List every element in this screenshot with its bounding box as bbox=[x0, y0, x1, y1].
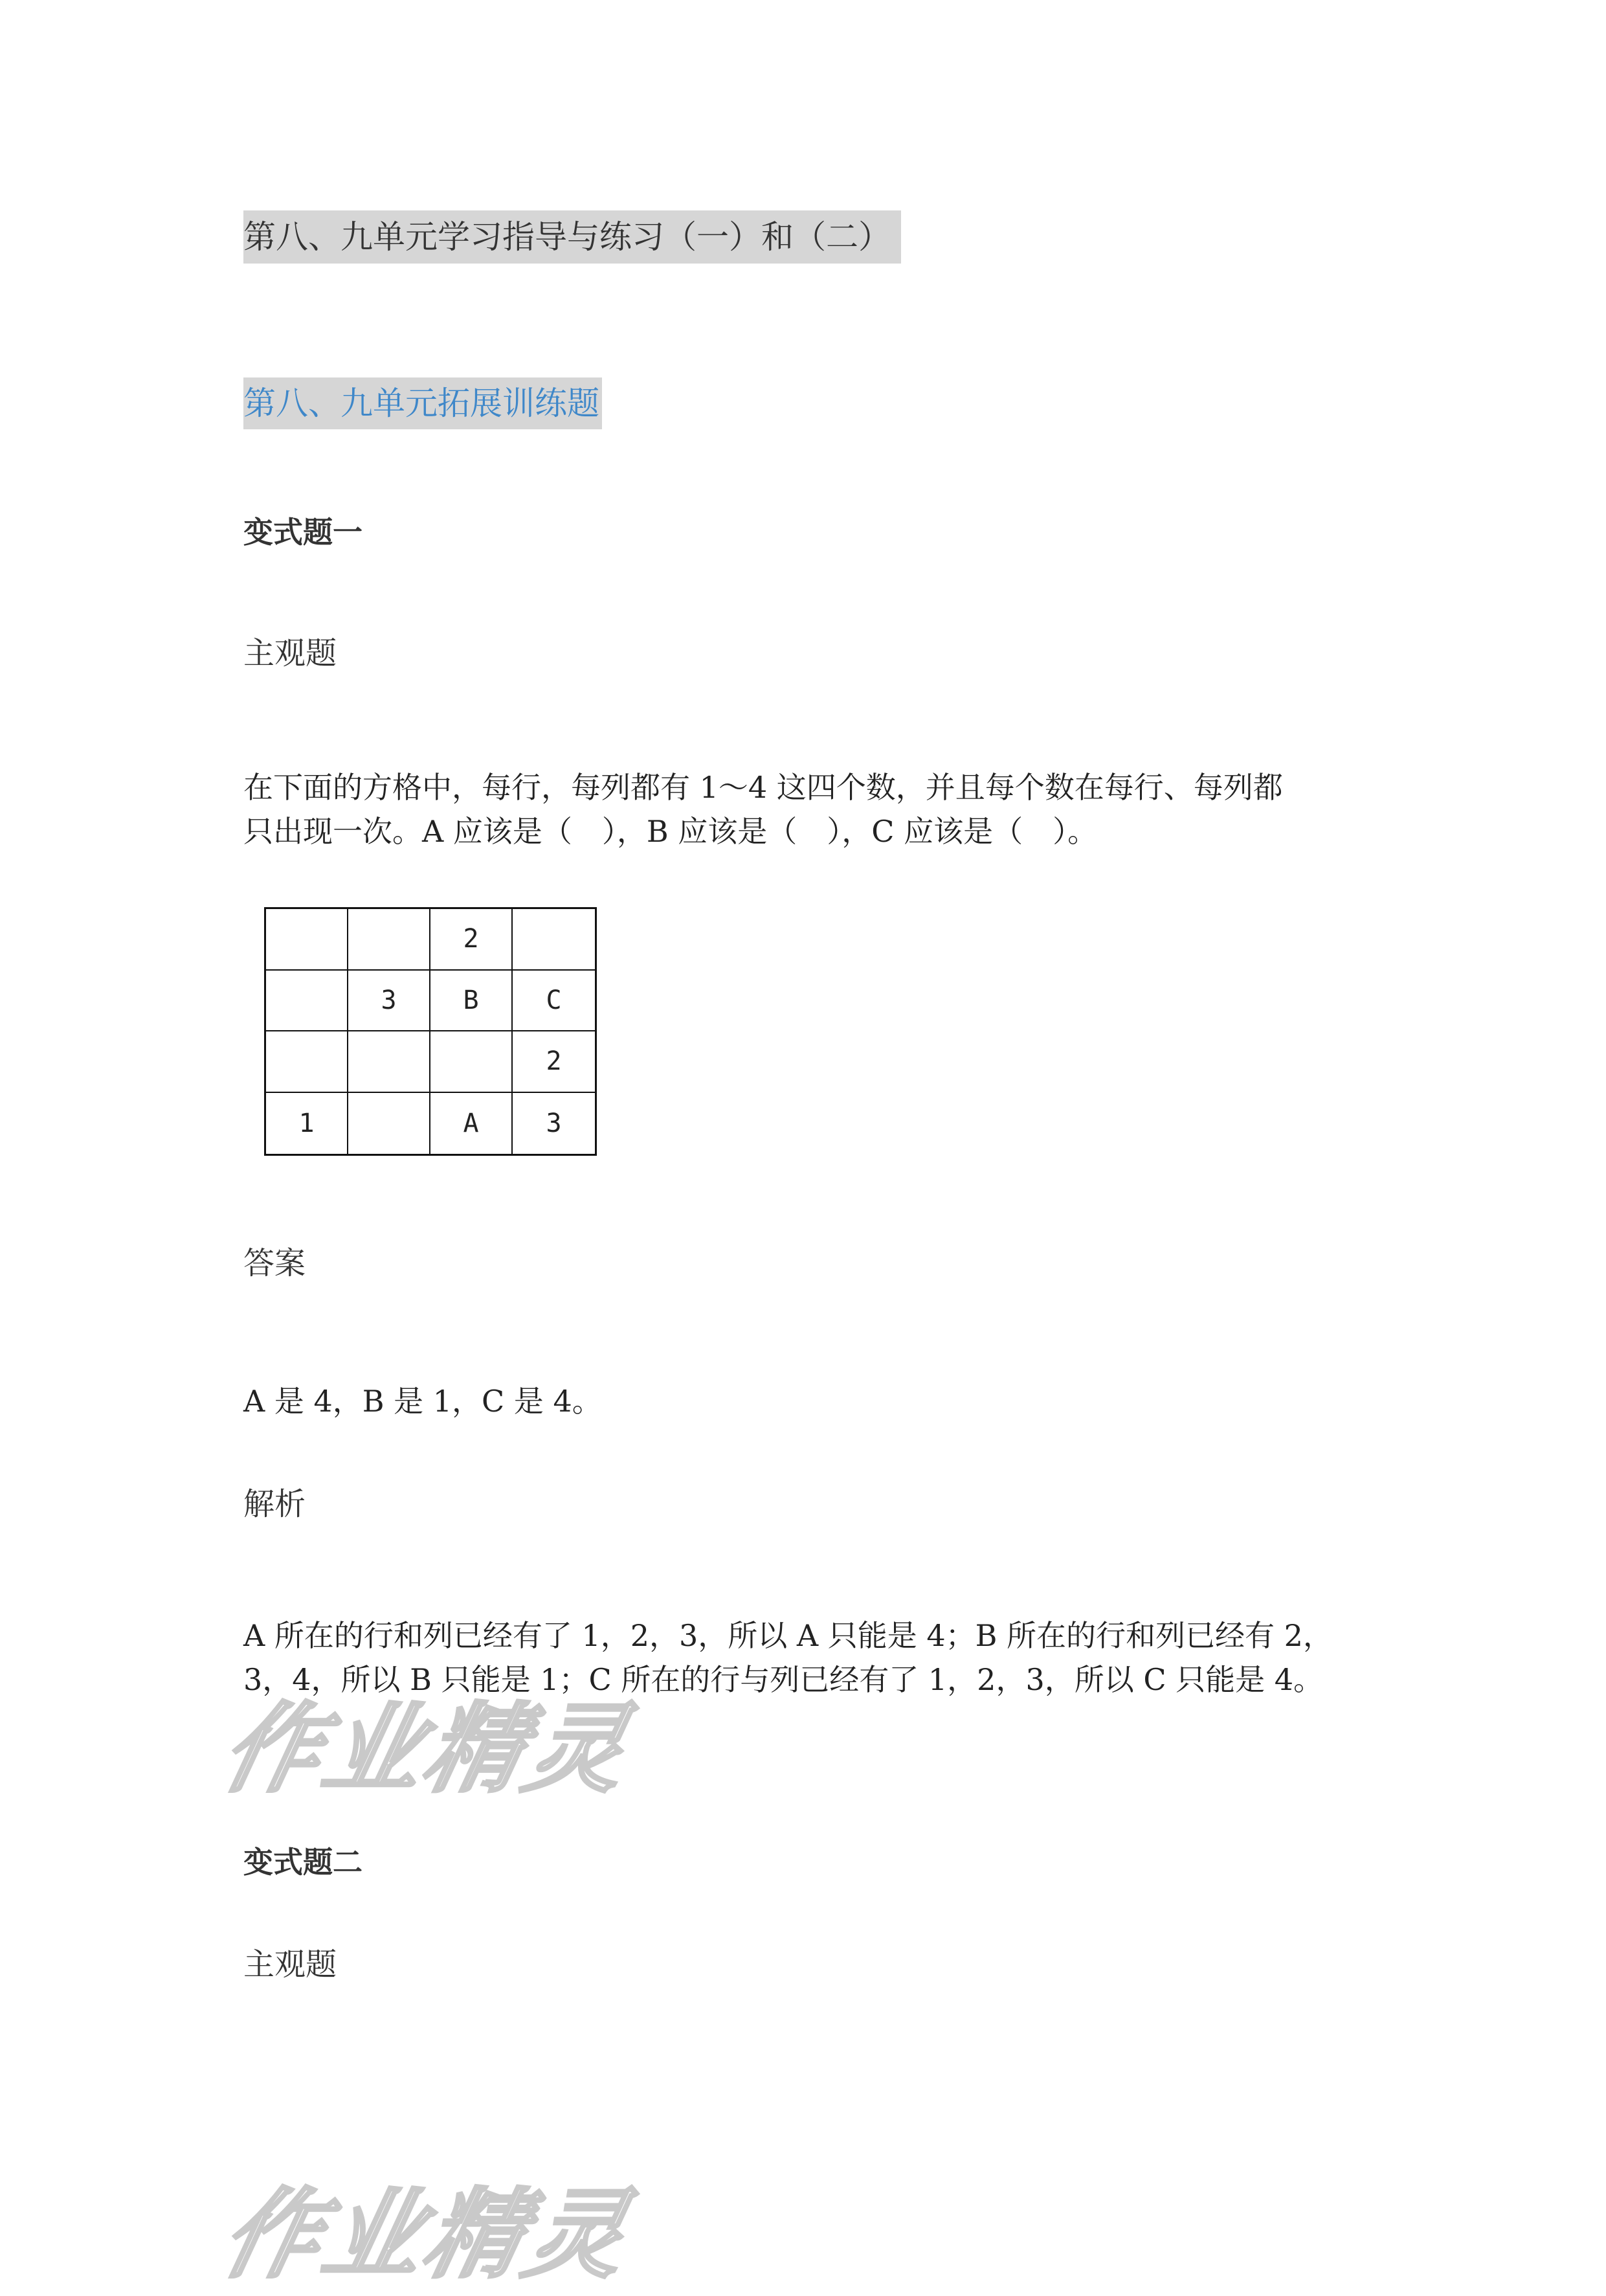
grid-cell: A bbox=[430, 1093, 513, 1154]
grid-cell bbox=[266, 909, 348, 971]
analysis-text-line1: A 所在的行和列已经有了 1，2，3，所以 A 只能是 4；B 所在的行和列已经有 2， bbox=[243, 1618, 1333, 1653]
variant2-heading: 变式题二 bbox=[243, 1845, 362, 1880]
grid-cell: 3 bbox=[546, 1108, 562, 1138]
variant2-question-type: 主观题 bbox=[243, 1946, 337, 1983]
grid-cell bbox=[348, 1093, 430, 1154]
grid-cell: B bbox=[430, 971, 513, 1032]
variant1-heading: 变式题一 bbox=[243, 515, 362, 550]
grid-cell: 3 bbox=[348, 971, 430, 1032]
answer-heading: 答案 bbox=[243, 1245, 306, 1281]
grid-cell: 2 bbox=[430, 909, 513, 971]
grid-cell bbox=[266, 1031, 348, 1093]
question-text-line2: 只出现一次。A 应该是（ ），B 应该是（ ），C 应该是（ ）。 bbox=[243, 814, 1098, 849]
grid-cell bbox=[348, 1031, 430, 1093]
question-text-line1: 在下面的方格中，每行，每列都有 1～4 这四个数，并且每个数在每行、每列都 bbox=[243, 770, 1283, 805]
watermark-logo: 作业精灵 bbox=[212, 2179, 641, 2291]
analysis-heading: 解析 bbox=[243, 1486, 306, 1522]
grid-cell bbox=[430, 1031, 513, 1093]
grid-cell bbox=[513, 909, 595, 971]
grid-cell bbox=[266, 971, 348, 1032]
grid-cell: 2 bbox=[513, 1031, 595, 1093]
grid-cell bbox=[348, 909, 430, 971]
grid-cell: C bbox=[513, 971, 595, 1032]
watermark-logo: 作业精灵 bbox=[212, 1693, 641, 1806]
analysis-text-line2: 3，4，所以 B 只能是 1；C 所在的行与列已经有了 1，2，3，所以 C 只能是 4。 bbox=[243, 1662, 1324, 1697]
number-grid bbox=[264, 907, 597, 1156]
grid-cell: 1 bbox=[266, 1093, 348, 1154]
answer-text: A 是 4，B 是 1，C 是 4。 bbox=[243, 1384, 602, 1419]
section-title[interactable]: 第八、九单元拓展训练题 bbox=[243, 377, 602, 429]
chapter-title: 第八、九单元学习指导与练习（一）和（二） bbox=[243, 210, 901, 264]
variant1-question-type: 主观题 bbox=[243, 635, 337, 671]
